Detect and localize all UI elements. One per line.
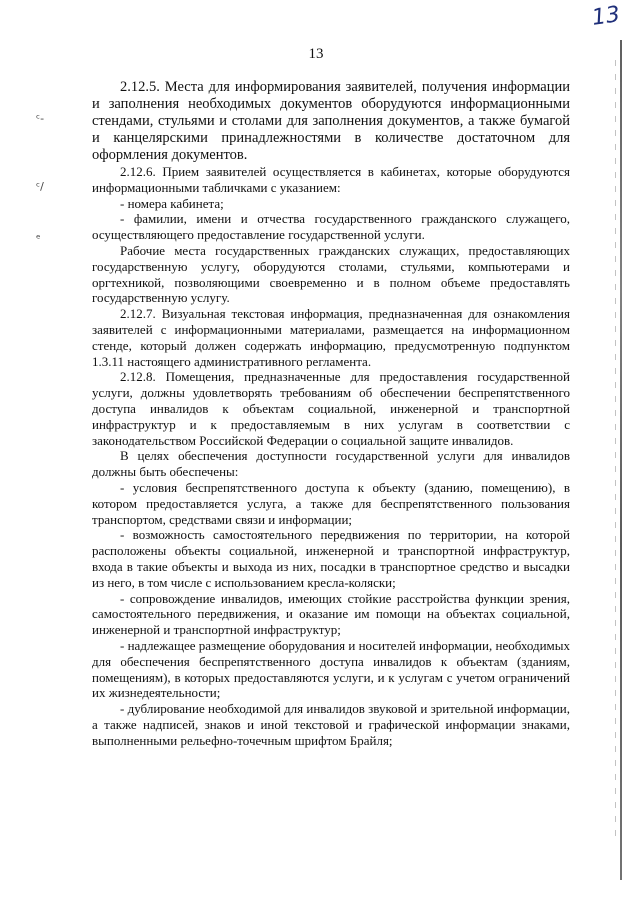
page-number: 13 xyxy=(308,46,324,62)
paragraph-2-12-7: 2.12.7. Визуальная текстовая информация, предназначенная для ознакомления заявителей с информационными материалами, размещается на информационном стенде, который должен содержать информацию, предусмотренную подпунктом 1.3.11 настоящего административного регламента. xyxy=(92,306,570,369)
margin-mark: ᶜ- xyxy=(36,112,45,125)
handwritten-page-number: 13 xyxy=(590,2,622,31)
paragraph-2-12-5: 2.12.5. Места для информирования заявителей, получения информации и заполнения необходимых документов оборудуются информационными стендами, стульями и столами для заполнения документов, а также бумагой и канцелярскими принадлежностями в количестве достаточном для оформления документов. xyxy=(92,79,570,163)
margin-mark: ᵉ xyxy=(36,232,41,245)
list-item: - номера кабинета; xyxy=(120,195,224,211)
paragraph-accessibility-intro: В целях обеспечения доступности государственной услуги для инвалидов должны быть обеспечены: xyxy=(92,448,570,480)
scan-edge-dashes xyxy=(615,60,616,840)
list-item: - условия беспрепятственного доступа к объекту (зданию, помещению), в котором предоставляется услуга, а также для беспрепятственного пользования транспортом, средствами связи и информации; xyxy=(92,479,570,527)
paragraph-workplaces: Рабочие места государственных гражданских служащих, предоставляющих государственную услугу, оборудуются столами, стульями, компьютерами и оргтехникой, позволяющими своевременно и в полном объеме предоставлять государственную услугу. xyxy=(92,242,570,306)
document-body xyxy=(92,79,570,748)
list-item: - возможность самостоятельного передвижения по территории, на которой расположены объекты социальной, инженерной и транспортной инфраструктур, входа в такие объекты и выхода из них, посадки в транспортное средство и высадки из него, в том числе с использованием кресла-коляски; xyxy=(92,527,570,590)
list-item: - фамилии, имени и отчества государственного гражданского служащего, осуществляющего предоставление государственной услуги. xyxy=(92,211,570,243)
list-item: - надлежащее размещение оборудования и носителей информации, необходимых для обеспечения беспрепятственного доступа инвалидов к объектам (зданиям, помещениям), в которых предоставляются услуги, и к услугам с учетом ограничений их жизнедеятельности; xyxy=(92,637,570,701)
paragraph-2-12-8: 2.12.8. Помещения, предназначенные для предоставления государственной услуги, должны удовлетворять требованиям об обеспечении беспрепятственного доступа инвалидов к объектам социальной, инженерной и транспортной инфраструктур и к предоставляемым в них услугам в соответствии с законодательством Российской Федерации о социальной защите инвалидов. xyxy=(92,369,570,448)
list-item: - сопровождение инвалидов, имеющих стойкие расстройства функции зрения, самостоятельного передвижения, и оказание им помощи на объектах социальной, инженерной и транспортной инфраструктур; xyxy=(92,590,570,638)
paragraph-2-12-6: 2.12.6. Прием заявителей осуществляется в кабинетах, которые оборудуются информационными табличками с указанием: xyxy=(92,164,570,195)
list-item: - дублирование необходимой для инвалидов звуковой и зрительной информации, а также надписей, знаков и иной текстовой и графической информации знаками, выполненными рельефно-точечным шрифтом Брайля; xyxy=(92,701,570,748)
scan-edge xyxy=(620,40,622,880)
margin-mark: ᶜ/ xyxy=(36,180,44,193)
